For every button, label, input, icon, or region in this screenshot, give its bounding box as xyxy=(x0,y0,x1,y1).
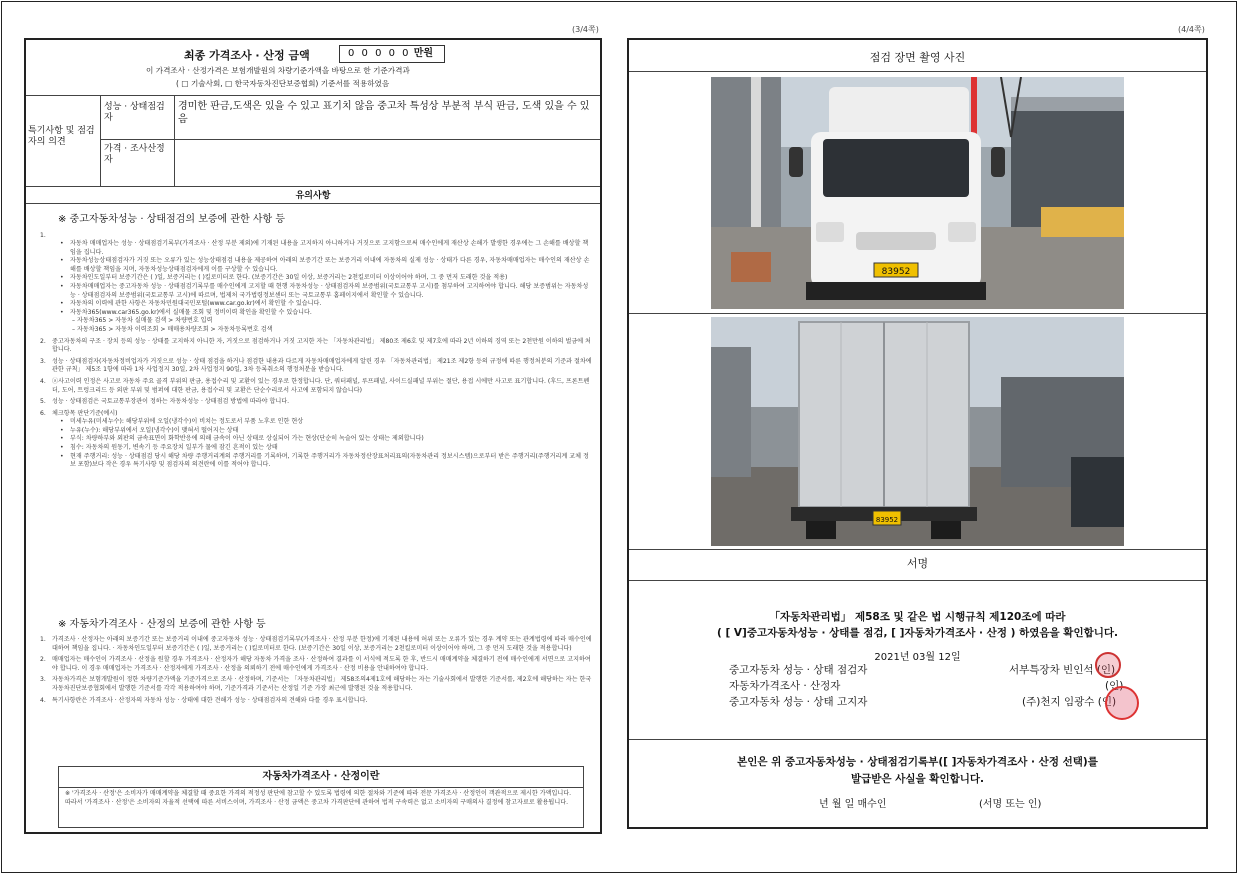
amount-box xyxy=(339,45,445,63)
bullet-1-1: • 자동차 매매업자는 성능 · 상태점검기록부(가격조사 · 산정 부분 제외)에 기재된 내용을 고지하지 아니하거나 거짓으로 고지함으로써 매수인에게 재산상 손해가 발생한 경우에는 그 손해를 배상할 책임을 집니다. xyxy=(60,240,592,257)
price-item-2: 매매업자는 매수인이 가격조사 · 산정을 원할 경우 가격조사 · 산정자가 해당 자동차 가격을 조사 · 산정하여 결과를 이 서식에 적도록 한 후, 반드시 매매계약을 체결하기 전에 매수인에게 서면으로 고지하여야 합니다. 이 경우 매매업자는 가격조사 · 산정자에게 가격조사 · 산정을 의뢰하기 전에 매수인에게 가격조사 · 산정 비용을 안내하여야 합니다. xyxy=(52,656,591,672)
buyer-sign-label: (서명 또는 인) xyxy=(979,799,1042,810)
item-3: 성능 · 상태점검자(자동차정비업자가 거짓으로 성능 · 상태 점검을 하거나 점검한 내용과 다르게 자동차매매업자에게 알린 경우 「자동차관리법」 제21조 제2항 등의 규정에 따른 행정처분의 기준과 절차에 관한 규칙」 제5조 1항에 따라 1차 사업정지 30일, 2차 사업정지 90일, 3차 등록취소의 행정처분을 받습니다. xyxy=(52,357,592,374)
bullet-6-5: • 현재 주행거리: 성능 · 상태점검 당시 해당 차량 주행거리계의 주행거리를 기록하며, 기록한 주행거리가 자동차정산장표처리표의(자동차관리 정보시스템)으로부터 받은 주행거리(주행거리계 교체 정보 포함)보다 작은 경우 특기사항 및 점검자의 의견란에 이를 적어야 합니다. xyxy=(60,453,592,470)
role-inspector: 중고자동차 성능 · 상태 점검자 xyxy=(729,664,868,676)
name-price-assessor: (인) xyxy=(1105,680,1124,692)
price-item-3: 자동차가격은 보험개발원이 정한 차량기준가액을 기준가격으로 조사 · 산정하며, 기준서는 「자동차관리법」 제58조의4제1호에 해당하는 자는 기술사회에서 발행한 기준서를, 제2호에 해당하는 자는 한국자동차진단보증협회에서 발행한 기준서를 각각 적용하여야 하며, 기준가격과 기준서는 산정일 기준 가장 최근에 발행된 것을 적용합니다. xyxy=(52,676,592,692)
section1-title: ※ 중고자동차성능 · 상태점검의 보증에 관한 사항 등 xyxy=(58,214,286,225)
price-item-1: 가격조사 · 산정자는 아래의 보증기간 또는 보증거리 이내에 중고자동차 성능 · 상태점검기록부(가격조사 · 산정 부분 한정)에 기재된 내용에 허위 또는 오류가 있는 경우 계약 또는 관계법령에 따라 매수인에 대하여 책임을 집니다. · 자동차인도일부터 보증기간은 ( )일, 보증거리는 ( )킬로미터로 한다. (보증기간은 30일 이상, 보증거리는 2천킬로미터 이상이어야 하며, 그 중 먼저 도래한 것을 적용합니다) xyxy=(52,636,592,652)
name-notifier: (주)천지 임광수 (인) xyxy=(1022,696,1117,708)
price-inspector-label: 가격 · 조사산정자 xyxy=(104,144,165,165)
rear-inspection-photo xyxy=(711,317,1124,546)
role-price-assessor: 자동차가격조사 · 산정자 xyxy=(729,680,841,692)
page-3 xyxy=(24,38,602,834)
section2-title: ※ 자동차가격조사 · 산정의 보증에 관한 사항 등 xyxy=(58,619,266,630)
price-definition-box xyxy=(58,766,584,828)
role-notifier: 중고자동차 성능 · 상태 고지자 xyxy=(729,696,868,708)
receipt-line-1: 본인은 위 중고자동차성능 · 상태점검기록부([ ]자동차가격조사 · 산정 선택)를 xyxy=(737,756,1098,768)
name-inspector: 서부특장차 빈인석 (인) xyxy=(1009,664,1116,676)
bullet-1-6: • 자동차365(www.car365.go.kr)에서 실매물 조회 및 정비이력 확인을 확인할 수 있습니다. xyxy=(60,309,592,318)
section2-body: 1. 가격조사 · 산정자는 아래의 보증기간 또는 보증거리 이내에 중고자동차 성능 · 상태점검기록부(가격조사 · 산정 부분 한정)에 기재된 내용에 허위 또는 오류가 있는 경우 계약 또는 관계법령에 따라 매수인에 대하여 책임을 집니다. · 자동차인도일부터 보증기간은 ( )일, 보증거리는 ( )킬로미터로 한다. (보증기간은 30일 이상, 보증거리는 2천킬로미터 이상이어야 하며, 그 중 먼저 도래한 것을 적용합니다) 2. 매매업자는 매수인이 가격조사 · 산정을 원할 경우 가격조사 · 산정자가 해당 자동차 가격을 조사 · 산정하여 결과를 이 서식에 적도록 한 후, 반드시 매매계약을 체결하기 전에 매수인에게 서면으로 고지하여야 합니다. 이 경우 매매업자는 가격조사 · 산정자에게 가격조사 · 산정을 의뢰하기 전에 매수인에게 가격조사 · 산정 비용을 안내하여야 합니다. 3. 자동차가격은 보험개발원이 정한 차량기준가액을 기준가격으로 조사 · 산정하며, 기준서는 「자동차관리법」 제58조의4제1호에 해당하는 자는 기술사회에서 발행한 기준서를, 제2호에 해당하는 자는 한국자동차진단보증협회에서 발행한 기준서를 각각 적용하여야 하며, 기준가격과 기준서는 산정일 기준 가장 최근에 발행된 것을 적용합니다. 4. 특기사항란은 가격조사 · 산정자의 자동차 성능 · 상태에 대한 견해가 성능 · 상태점검자의 견해와 다를 경우 표시합니다. xyxy=(40,636,592,704)
item-5: 성능 · 상태점검은 국토교통부장관이 정하는 자동차성능 · 상태점검 방법에 따라야 합니다. xyxy=(52,398,290,406)
perf-inspector-label: 성능 · 상태점검자 xyxy=(104,102,165,123)
front-truck-image xyxy=(711,77,1124,309)
amount-digits: 0 0 0 0 0 xyxy=(348,48,411,59)
confirm-line: ( [ V]중고자동차성능 · 상태를 점검, [ ]자동차가격조사 · 산정 ) 하였음을 확인합니다. xyxy=(716,627,1119,639)
item-4: ⓐ사고이력 인정은 사고로 자동차 주요 골격 부위의 판금, 용접수리 및 교환이 있는 경우로 한정합니다. 단, 쿼터패널, 루프패널, 사이드실패널 부위는 절단, 용접 시에만 사고로 표기합니다. (후드, 프론트펜더, 도어, 트렁크리드 등 외판 부위 및 범퍼에 대한 판금, 용접수리 및 교환은 단순수리로서 사고에 포함되지 않습니다) xyxy=(52,377,590,394)
sub-line-1: – 자동차365 > 자동차 실매물 검색 > 차량번호 입력 xyxy=(72,317,213,325)
bullet-1-4: • 자동차매매업자는 중고자동차 성능 · 상태점검기록부를 매수인에게 고지할 때 현행 자동차성능 · 상태점검자의 보증범위(국토교통부 고시)를 첨부하여 고지하여야 합니다. 해당 보증범위는 자동차성능 · 상태점검자의 보증범위(국토교통부 고시)에 따르며, 법제처 국가법령정보센터 또는 국토교통부 홈페이지에서 확인할 수 있습니다. xyxy=(60,283,592,300)
rear-plate-text: 83952 xyxy=(875,516,899,524)
opinion-label: 특기사항 및 점검자의 의견 xyxy=(28,126,95,147)
item-2: 중고자동차의 구조 · 장치 등의 성능 · 상태를 고지하지 아니한 자, 거짓으로 점검하거나 거짓 고지한 자는 「자동차관리법」 제80조 제6호 및 제7호에 따라 2년 이하의 징역 또는 2천만원 이하의 벌금에 처합니다. xyxy=(52,337,591,354)
bullet-6-3: • 부식: 차량하부와 외판의 금속표면이 화학반응에 의해 금속이 아닌 상태로 상실되어 가는 현상(단순히 녹슬어 있는 상태는 제외합니다) xyxy=(60,435,592,444)
bullet-1-5: • 자동차의 이력에 관한 사항은 자동차민원대국민포털(www.car.go.kr)에서 확인할 수 있습니다. xyxy=(60,300,592,309)
sub-line-2: – 자동차365 > 자동차 이력조회 > 매매용차량조회 > 자동차등록번호 검색 xyxy=(72,325,273,333)
buyer-date-line: 년 월 일 매수인 xyxy=(819,799,887,810)
page-4 xyxy=(627,38,1208,829)
law-line: 「자동차관리법」 제58조 및 같은 법 시행규칙 제120조에 따라 xyxy=(769,611,1066,623)
bullet-6-4: • 침수: 자동차의 원동기, 변속기 등 주요장치 일부가 물에 잠긴 흔적이 있는 상태 xyxy=(60,444,592,453)
basis-line: 이 가격조사 · 산정가격은 보험개발원의 차량기준가액을 바탕으로 한 기준가격과 xyxy=(146,66,410,75)
front-inspection-photo xyxy=(711,77,1124,309)
front-plate-text: 83952 xyxy=(881,267,911,277)
price-definition-text: ※ '가격조사 · 산정'은 소비자가 매매계약을 체결할 때 중요한 가격의 적정성 판단에 참고할 수 있도록 법령에 의한 절차와 기준에 따라 전문 가격조사 · 산정인이 객관적으로 제시한 가액입니다. 따라서 '가격조사 · 산정'은 소비자의 자율적 선택에 따른 서비스이며, 가격조사 · 산정 금액은 중고차 가격판단에 관하여 법적 구속력은 없고 소비자의 구매의사 결정에 참고자료로 활용됩니다. xyxy=(65,790,572,806)
bullet-1-3: • 자동차인도일부터 보증기간은 ( )일, 보증거리는 ( )킬로미터로 한다. (보증기간은 30일 이상, 보증거리는 2천킬로미터 이상이어야 하며, 그 중 먼저 도래한 것을 적용) xyxy=(60,274,592,283)
signature-date: 2021년 03월 12일 xyxy=(874,652,961,663)
basis-check: ( □ 기술사회, □ 한국자동차진단보증협회) 기준서를 적용하였음 xyxy=(176,79,390,88)
bullet-6-2: • 누유(누수): 해당부위에서 오일(냉각수)이 맺혀서 떨어지는 상태 xyxy=(60,427,592,436)
notice-header: 유의사항 xyxy=(295,191,331,201)
page-number-right: (4/4쪽) xyxy=(1178,25,1205,34)
bullet-6-1: • 미세누유(미세누수): 해당부위에 오일(냉각수)이 비치는 정도로서 부품 노후로 인한 현상 xyxy=(60,418,592,427)
photo-section-title: 점검 장면 촬영 사진 xyxy=(869,51,966,64)
price-item-4: 특기사항란은 가격조사 · 산정자의 자동차 성능 · 상태에 대한 견해가 성능 · 상태점검자의 견해와 다를 경우 표시합니다. xyxy=(52,696,368,704)
perf-inspector-opinion: 경미한 판금,도색은 있을 수 있고 표기치 않음 중고차 특성상 부분적 부식 판금, 도색 있을 수 있음 xyxy=(178,101,590,125)
signature-header: 서명 xyxy=(906,557,929,570)
inspector-seal xyxy=(1095,652,1121,678)
amount-unit: 만원 xyxy=(413,48,434,59)
price-definition-title: 자동차가격조사 · 산정이란 xyxy=(59,767,583,788)
notifier-seal xyxy=(1105,686,1139,720)
receipt-line-2: 발급받은 사실을 확인합니다. xyxy=(850,773,984,785)
rear-truck-image xyxy=(711,317,1124,546)
item-6: 체크항목 판단기준(예시) xyxy=(52,409,118,417)
bullet-1-2: • 자동차성능상태점검자가 거짓 또는 오류가 있는 성능상태점검 내용을 제공하여 아래의 보증기간 또는 보증거리 이내에 자동차의 실제 성능 · 상태가 다른 경우, 자동차매매업자는 매수인의 재산상 손해를 배상할 책임을 지며, 자동차성능상태점검자에게 이를 구상할 수 있습니다. xyxy=(60,257,592,274)
page-number-left: (3/4쪽) xyxy=(572,25,599,34)
section1-body: 1. • 자동차 매매업자는 성능 · 상태점검기록부(가격조사 · 산정 부분 제외)에 기재된 내용을 고지하지 아니하거나 거짓으로 고지함으로써 매수인에게 재산상 손해가 발생한 경우에는 그 손해를 배상할 책임을 집니다. • 자동차성능상태점검자가 거짓 또는 오류가 있는 성능상태점검 내용을 제공하여 아래의 보증기간 또는 보증거리 이내에 자동차의 실제 성능 · 상태가 다른 경우, 자동차매매업자는 매수인의 재산상 손해를 배상할 책임을 지며, 자동차성능상태점검자에게 이를 구상할 수 있습니다. • 자동차인도일부터 보증기간은 ( )일, 보증거리는 ( )킬로미터로 한다. (보증기간은 30일 이상, 보증거리는 2천킬로미터 이상이어야 하며, 그 중 먼저 도래한 것을 적용) • 자동차매매업자는 중고자동차 성능 · 상태점검기록부를 매수인에게 고지할 때 현행 자동차성능 · 상태점검자의 보증범위(국토교통부 고시)를 첨부하여 고지하여야 합니다. 해당 보증범위는 자동차성능 · 상태점검자의 보증범위(국토교통부 고시)에 따르며, 법제처 국가법령정보센터 또는 국토교통부 홈페이지에서 확인할 수 있습니다. • 자동차의 이력에 관한 사항은 자동차민원대국민포털(www.car.go.kr)에서 확인할 수 있습니다. • 자동차365(www.car365.go.kr)에서 실매물 조회 및 정비이력 확인을 확인할 수 있습니다. – 자동차365 > 자동차 실매물 검색 > 차량번호 입력 – 자동차365 > 자동차 이력조회 > 매매용차량조회 > 자동차등록번호 검색 2. 중고자동차의 구조 · 장치 등의 성능 · 상태를 고지하지 아니한 자, 거짓으로 점검하거나 거짓 고지한 자는 「자동차관리법」 제80조 제6호 및 제7호에 따라 2년 이하의 징역 또는 2천만원 이하의 벌금에 처합니다. 3. 성능 · 상태점검자(자동차정비업자가 거짓으로 성능 · 상태 점검을 하거나 점검한 내용과 다르게 자동차매매업자에게 알린 경우 「자동차관리법」 제21조 제2항 등의 규정에 따른 행정처분의 기준과 절차에 관한 규칙」 제5조 1항에 따라 1차 사업정지 30일, 2차 사업정지 90일, 3차 등록취소의 행정처분을 받습니다. 4. ⓐ사고이력 인정은 사고로 자동차 주요 골격 부위의 판금, 용접수리 및 교환이 있는 경우로 한정합니다. 단, 쿼터패널, 루프패널, 사이드실패널 부위는 절단, 용접 시에만 사고로 표기합니다. (후드, 프론트펜더, 도어, 트렁크리드 등 외판 부위 및 범퍼에 대한 판금, 용접수리 및 교환은 단순수리로서 사고에 포함되지 않습니다) 5. 성능 · 상태점검은 국토교통부장관이 정하는 자동차성능 · 상태점검 방법에 따라야 합니다. 6. 체크항목 판단기준(예시) • 미세누유(미세누수): 해당부위에 오일(냉각수)이 비치는 정도로서 부품 노후로 인한 현상 • 누유(누수): 해당부위에서 오일(냉각수)이 맺혀서 떨어지는 상태 • 부식: 차량하부와 외판의 금속표면이 화학반응에 의해 금속이 아닌 상태로 상실되어 가는 현상(단순히 녹슬어 있는 상태는 제외합니다) • 침수: 자동차의 원동기, 변속기 등 주요장치 일부가 물에 잠긴 흔적이 있는 상태 • 현재 주행거리: 성능 · 상태점검 당시 해당 차량 주행거리계의 주행거리를 기록하며, 기록한 주행거리가 자동차정산장표처리표의(자동차관리 정보시스템)으로부터 받은 주행거리(주행거리계 교체 정보 포함)보다 작은 경우 특기사항 및 점검자의 의견란에 이를 적어야 합니다. xyxy=(40,232,592,470)
final-price-title: 최종 가격조사 · 산정 금액 xyxy=(184,49,310,62)
